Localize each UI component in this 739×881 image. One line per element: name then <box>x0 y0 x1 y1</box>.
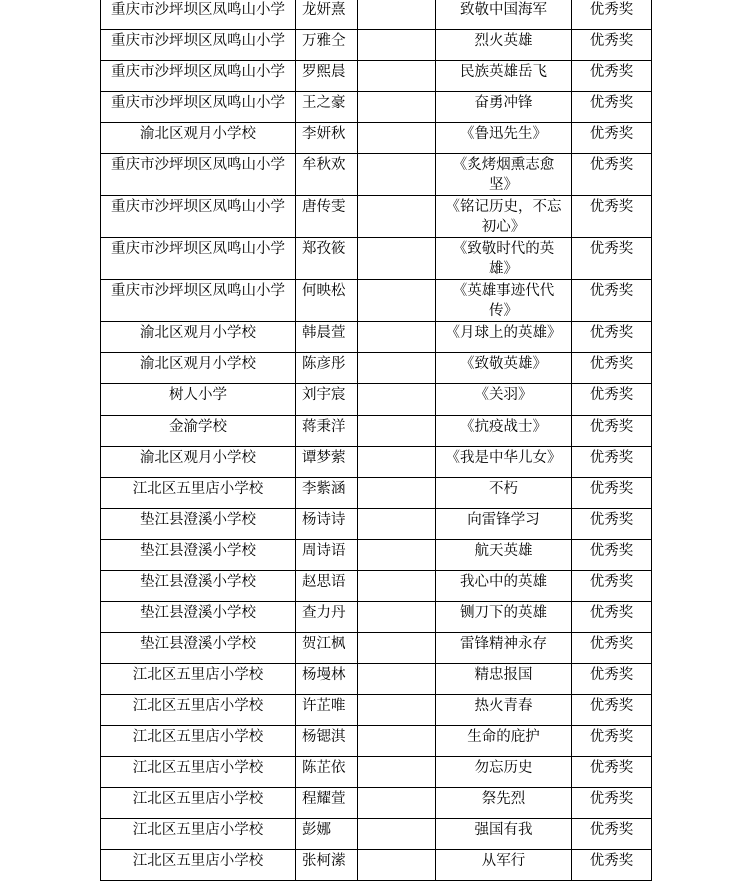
school-cell: 江北区五里店小学校 <box>101 850 296 881</box>
empty-cell <box>358 196 436 238</box>
empty-cell <box>358 280 436 322</box>
work-title-cell: 《关羽》 <box>436 384 572 416</box>
award-cell: 优秀奖 <box>572 788 652 819</box>
student-name-cell: 刘宇宸 <box>296 384 358 416</box>
student-name-cell: 贺江枫 <box>296 633 358 664</box>
empty-cell <box>358 92 436 123</box>
work-title-cell: 我心中的英雄 <box>436 571 572 602</box>
school-cell: 江北区五里店小学校 <box>101 695 296 726</box>
student-name-cell: 杨锶淇 <box>296 726 358 757</box>
student-name-cell: 张柯潆 <box>296 850 358 881</box>
student-name-cell: 何映松 <box>296 280 358 322</box>
table-row <box>101 695 652 726</box>
table-row <box>101 123 652 154</box>
school-cell: 江北区五里店小学校 <box>101 664 296 695</box>
table-row <box>101 322 652 353</box>
award-cell: 优秀奖 <box>572 819 652 850</box>
award-cell: 优秀奖 <box>572 322 652 353</box>
work-title-cell: 奋勇冲锋 <box>436 92 572 123</box>
award-cell: 优秀奖 <box>572 695 652 726</box>
empty-cell <box>358 238 436 280</box>
school-cell: 江北区五里店小学校 <box>101 757 296 788</box>
work-title-cell: 《鲁迅先生》 <box>436 123 572 154</box>
empty-cell <box>358 384 436 416</box>
work-title-cell: 致敬中国海军 <box>436 0 572 30</box>
school-cell: 垫江县澄溪小学校 <box>101 602 296 633</box>
table-row <box>101 757 652 788</box>
work-title-cell: 向雷锋学习 <box>436 509 572 540</box>
empty-cell <box>358 509 436 540</box>
empty-cell <box>358 664 436 695</box>
empty-cell <box>358 726 436 757</box>
table-row <box>101 850 652 881</box>
empty-cell <box>358 322 436 353</box>
award-cell: 优秀奖 <box>572 154 652 196</box>
table-row <box>101 540 652 571</box>
work-title-cell: 《致敬英雄》 <box>436 353 572 384</box>
empty-cell <box>358 61 436 92</box>
work-title-cell: 《抗疫战士》 <box>436 416 572 447</box>
work-title-cell: 不朽 <box>436 478 572 509</box>
school-cell: 垫江县澄溪小学校 <box>101 540 296 571</box>
table-row <box>101 30 652 61</box>
award-cell: 优秀奖 <box>572 0 652 30</box>
award-cell: 优秀奖 <box>572 353 652 384</box>
work-title-cell: 从军行 <box>436 850 572 881</box>
table-row <box>101 478 652 509</box>
school-cell: 垫江县澄溪小学校 <box>101 633 296 664</box>
work-title-cell: 生命的庇护 <box>436 726 572 757</box>
empty-cell <box>358 416 436 447</box>
student-name-cell: 彭娜 <box>296 819 358 850</box>
empty-cell <box>358 30 436 61</box>
table-row <box>101 280 652 322</box>
student-name-cell: 万雅仝 <box>296 30 358 61</box>
student-name-cell: 谭梦萦 <box>296 447 358 478</box>
school-cell: 江北区五里店小学校 <box>101 478 296 509</box>
student-name-cell: 陈芷依 <box>296 757 358 788</box>
award-cell: 优秀奖 <box>572 540 652 571</box>
work-title-cell: 勿忘历史 <box>436 757 572 788</box>
award-cell: 优秀奖 <box>572 850 652 881</box>
award-cell: 优秀奖 <box>572 478 652 509</box>
table-row <box>101 0 652 30</box>
school-cell: 重庆市沙坪坝区凤鸣山小学 <box>101 61 296 92</box>
work-title-cell: 《我是中华儿女》 <box>436 447 572 478</box>
award-cell: 优秀奖 <box>572 602 652 633</box>
empty-cell <box>358 757 436 788</box>
school-cell: 重庆市沙坪坝区凤鸣山小学 <box>101 280 296 322</box>
school-cell: 渝北区观月小学校 <box>101 353 296 384</box>
school-cell: 江北区五里店小学校 <box>101 819 296 850</box>
empty-cell <box>358 695 436 726</box>
table-row <box>101 92 652 123</box>
student-name-cell: 杨墁林 <box>296 664 358 695</box>
student-name-cell: 赵思语 <box>296 571 358 602</box>
work-title-cell: 《致敬时代的英雄》 <box>436 238 572 280</box>
table-row <box>101 602 652 633</box>
student-name-cell: 查力丹 <box>296 602 358 633</box>
empty-cell <box>358 353 436 384</box>
school-cell: 重庆市沙坪坝区凤鸣山小学 <box>101 196 296 238</box>
empty-cell <box>358 478 436 509</box>
table-row <box>101 353 652 384</box>
table-row <box>101 726 652 757</box>
award-cell: 优秀奖 <box>572 61 652 92</box>
student-name-cell: 蒋秉洋 <box>296 416 358 447</box>
work-title-cell: 祭先烈 <box>436 788 572 819</box>
school-cell: 渝北区观月小学校 <box>101 447 296 478</box>
empty-cell <box>358 540 436 571</box>
award-cell: 优秀奖 <box>572 726 652 757</box>
student-name-cell: 唐传雯 <box>296 196 358 238</box>
school-cell: 渝北区观月小学校 <box>101 322 296 353</box>
school-cell: 重庆市沙坪坝区凤鸣山小学 <box>101 0 296 30</box>
school-cell: 重庆市沙坪坝区凤鸣山小学 <box>101 92 296 123</box>
award-cell: 优秀奖 <box>572 509 652 540</box>
work-title-cell: 铡刀下的英雄 <box>436 602 572 633</box>
award-cell: 优秀奖 <box>572 238 652 280</box>
empty-cell <box>358 447 436 478</box>
empty-cell <box>358 788 436 819</box>
table-row <box>101 384 652 416</box>
table-row <box>101 571 652 602</box>
student-name-cell: 杨诗诗 <box>296 509 358 540</box>
student-name-cell: 李紫涵 <box>296 478 358 509</box>
award-cell: 优秀奖 <box>572 123 652 154</box>
award-cell: 优秀奖 <box>572 280 652 322</box>
school-cell: 江北区五里店小学校 <box>101 788 296 819</box>
school-cell: 重庆市沙坪坝区凤鸣山小学 <box>101 154 296 196</box>
school-cell: 重庆市沙坪坝区凤鸣山小学 <box>101 238 296 280</box>
student-name-cell: 龙妍熹 <box>296 0 358 30</box>
table-row <box>101 238 652 280</box>
table-row <box>101 819 652 850</box>
school-cell: 渝北区观月小学校 <box>101 123 296 154</box>
awards-table <box>100 0 652 881</box>
empty-cell <box>358 154 436 196</box>
work-title-cell: 《铭记历史，不忘初心》 <box>436 196 572 238</box>
work-title-cell: 航天英雄 <box>436 540 572 571</box>
school-cell: 垫江县澄溪小学校 <box>101 509 296 540</box>
student-name-cell: 程耀萱 <box>296 788 358 819</box>
table-row <box>101 447 652 478</box>
award-cell: 优秀奖 <box>572 384 652 416</box>
work-title-cell: 强国有我 <box>436 819 572 850</box>
empty-cell <box>358 850 436 881</box>
student-name-cell: 许芷唯 <box>296 695 358 726</box>
work-title-cell: 民族英雄岳飞 <box>436 61 572 92</box>
student-name-cell: 周诗语 <box>296 540 358 571</box>
award-cell: 优秀奖 <box>572 416 652 447</box>
table-row <box>101 416 652 447</box>
work-title-cell: 《英雄事迹代代传》 <box>436 280 572 322</box>
empty-cell <box>358 0 436 30</box>
table-row <box>101 509 652 540</box>
empty-cell <box>358 633 436 664</box>
table-row <box>101 61 652 92</box>
table-row <box>101 196 652 238</box>
work-title-cell: 烈火英雄 <box>436 30 572 61</box>
work-title-cell: 雷锋精神永存 <box>436 633 572 664</box>
work-title-cell: 《炙烤烟熏志愈坚》 <box>436 154 572 196</box>
work-title-cell: 《月球上的英雄》 <box>436 322 572 353</box>
student-name-cell: 王之豪 <box>296 92 358 123</box>
award-cell: 优秀奖 <box>572 92 652 123</box>
award-cell: 优秀奖 <box>572 447 652 478</box>
school-cell: 重庆市沙坪坝区凤鸣山小学 <box>101 30 296 61</box>
student-name-cell: 罗熙晨 <box>296 61 358 92</box>
work-title-cell: 热火青春 <box>436 695 572 726</box>
empty-cell <box>358 819 436 850</box>
table-row <box>101 788 652 819</box>
award-cell: 优秀奖 <box>572 196 652 238</box>
student-name-cell: 韩晨萱 <box>296 322 358 353</box>
school-cell: 垫江县澄溪小学校 <box>101 571 296 602</box>
award-cell: 优秀奖 <box>572 664 652 695</box>
student-name-cell: 牟秋欢 <box>296 154 358 196</box>
award-cell: 优秀奖 <box>572 633 652 664</box>
award-cell: 优秀奖 <box>572 571 652 602</box>
table-row <box>101 633 652 664</box>
work-title-cell: 精忠报国 <box>436 664 572 695</box>
empty-cell <box>358 571 436 602</box>
award-cell: 优秀奖 <box>572 30 652 61</box>
table-row <box>101 664 652 695</box>
table-row <box>101 154 652 196</box>
award-cell: 优秀奖 <box>572 757 652 788</box>
school-cell: 树人小学 <box>101 384 296 416</box>
student-name-cell: 郑孜筱 <box>296 238 358 280</box>
student-name-cell: 李妍秋 <box>296 123 358 154</box>
empty-cell <box>358 602 436 633</box>
school-cell: 金渝学校 <box>101 416 296 447</box>
awards-table-body <box>101 0 652 881</box>
school-cell: 江北区五里店小学校 <box>101 726 296 757</box>
empty-cell <box>358 123 436 154</box>
student-name-cell: 陈彦彤 <box>296 353 358 384</box>
